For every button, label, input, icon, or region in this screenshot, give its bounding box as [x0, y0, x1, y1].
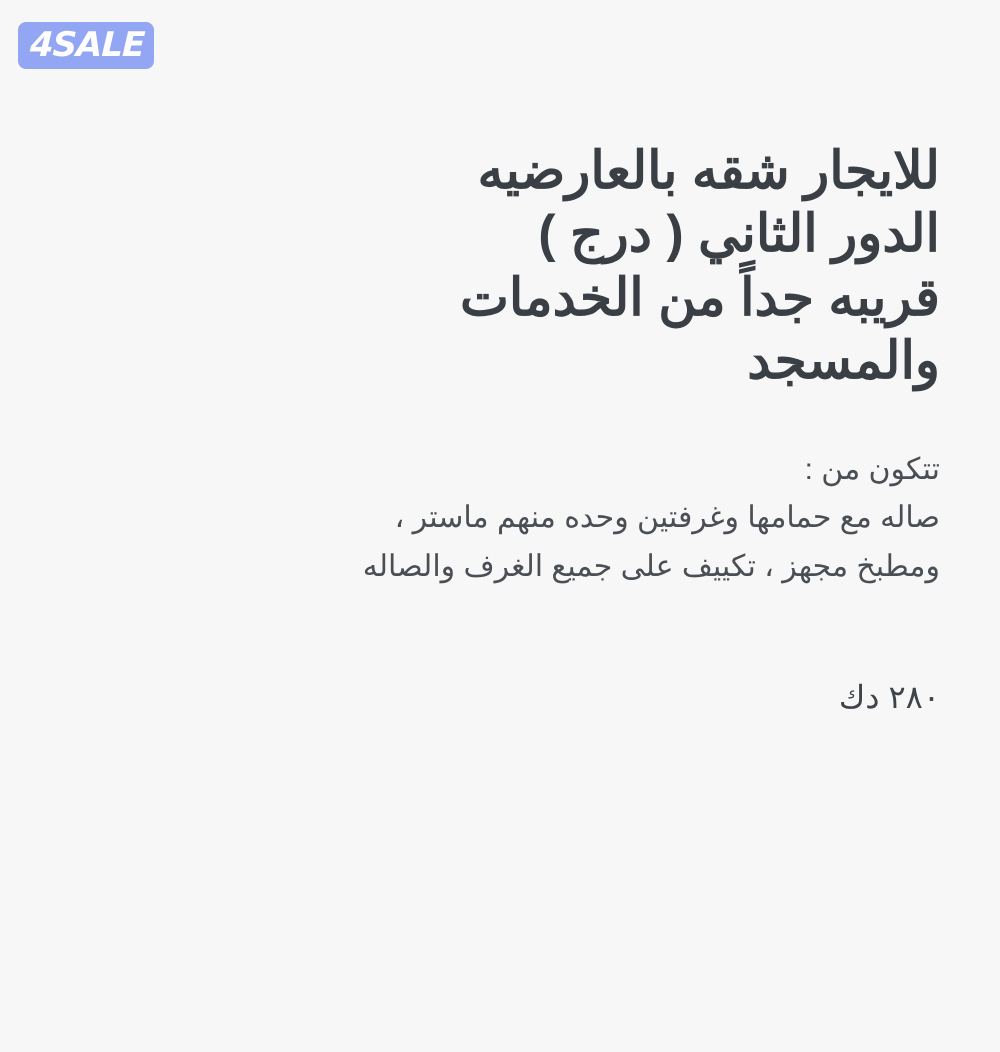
ad-content — [0, 140, 1000, 716]
page-title — [60, 140, 940, 394]
description-line: صاله مع حمامها وغرفتين وحده منهم ماستر ، — [394, 501, 940, 535]
headline-line: الدور الثاني ( درج ) — [538, 205, 940, 264]
brand-logo-label: 4SALE — [29, 25, 146, 65]
headline-line: قريبه جداً من الخدمات — [459, 268, 940, 327]
price-block — [60, 678, 940, 716]
price-value: ٢٨٠ دك — [838, 678, 940, 715]
description-intro: تتكون من : — [804, 452, 940, 486]
brand-logo-icon — [18, 22, 154, 69]
description-block — [60, 446, 940, 592]
headline-line: والمسجد — [747, 332, 940, 391]
description-line: ومطبخ مجهز ، تكييف على جميع الغرف والصاله — [362, 549, 940, 583]
headline-line: للايجار شقه بالعارضيه — [477, 142, 940, 200]
